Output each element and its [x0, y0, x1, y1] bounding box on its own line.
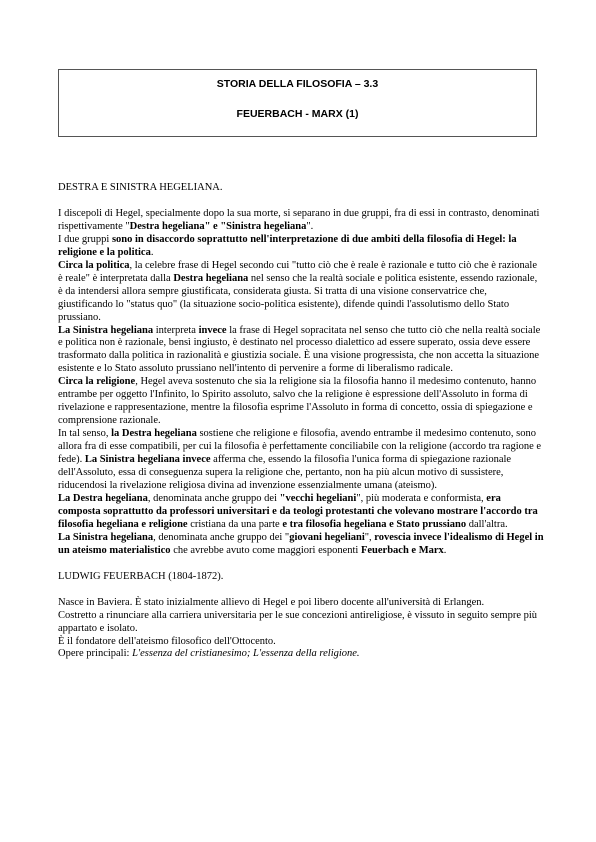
- paragraph: [58, 260, 544, 325]
- text-run: , denominata anche gruppo dei ": [153, 531, 290, 543]
- text-run: I due gruppi: [58, 233, 112, 245]
- document-title: STORIA DELLA FILOSOFIA – 3.3: [216, 78, 379, 90]
- document-body: [58, 182, 544, 661]
- bold-text: La Sinistra hegeliana: [58, 531, 154, 543]
- bold-text: La Sinistra hegeliana invece: [84, 454, 211, 466]
- text-run: , Hegel aveva sostenuto che sia la religione sia la filosofia hanno il medesimo contenuto, hanno entrambe per oggetto l'Infinito, lo Spirito assoluto, salvo che la religione è espressione dell'Assoluto in forma di rivelazione e rappresentazione, mentre la filosofia esprime l'Assoluto in forma di concetto, ossia di spiegazione e comprensione razionale.: [58, 376, 537, 427]
- italic-text: L'essenza del cristianesimo; L'essenza della religione.: [132, 648, 360, 660]
- bold-text: Feuerbach e Marx: [360, 544, 444, 556]
- bold-text: era composta soprattutto da professori universitari e da teologi protestanti che volevano mostrare l'accordo tra filosofia hegeliana e religione: [58, 492, 538, 530]
- document-subtitle: FEUERBACH - MARX (1): [236, 108, 359, 120]
- paragraph: [58, 376, 544, 428]
- text-run: dall'altra.: [466, 518, 508, 530]
- paragraph: [58, 428, 544, 493]
- text-run: cristiana da una parte: [187, 518, 283, 530]
- bold-text: e tra filosofia hegeliana e Stato prussiano: [282, 518, 467, 530]
- section-spacer: [58, 195, 544, 208]
- text-run: ",: [364, 531, 375, 543]
- text-run: Opere principali:: [58, 648, 133, 660]
- text-run: È il fondatore dell'ateismo filosofico dell'Ottocento.: [58, 635, 276, 647]
- paragraph: [58, 648, 544, 661]
- text-run: In tal senso,: [58, 428, 112, 440]
- text-run: Costretto a rinunciare alla carriera universitaria per le sue concezioni antireligiose, è vissuto in seguito sempre più appartato e isolato.: [58, 609, 538, 634]
- text-run: sostiene che religione e filosofia, avendo entrambe il medesimo contenuto, sono allora fra di esse compatibili, per cui la filosofia è perfettamente conciliabile con la religione (accordo tra ragione e fede).: [58, 428, 542, 466]
- bold-text: "vecchi hegeliani: [279, 492, 357, 504]
- text-run: che avrebbe avuto come maggiori esponenti: [170, 544, 361, 556]
- text-run: ".: [306, 220, 314, 232]
- bold-text: Destra hegeliana" e "Sinistra hegeliana: [129, 220, 307, 232]
- paragraph: [58, 636, 544, 649]
- paragraph: [58, 493, 544, 532]
- text-run: , denominata anche gruppo dei: [147, 492, 280, 504]
- section-spacer: [58, 558, 544, 571]
- bold-text: giovani hegeliani: [289, 531, 365, 543]
- bold-text: rovescia invece l'idealismo di Hegel in un ateismo materialistico: [58, 531, 544, 556]
- text-run: , la celebre frase di Hegel secondo cui "tutto ciò che è reale è razionale e tutto ciò che è razionale è reale" è interpretata dalla: [58, 259, 537, 284]
- paragraph: [58, 597, 544, 610]
- paragraph: [58, 532, 544, 558]
- bold-text: invece: [198, 324, 227, 336]
- section-heading: LUDWIG FEUERBACH (1804-1872).: [58, 570, 224, 582]
- text-run: .: [443, 544, 447, 556]
- text-run: ", più moderata e conformista,: [356, 492, 487, 504]
- text-run: interpreta: [153, 324, 199, 336]
- text-run: nel senso che la realtà sociale e politica esistente, essendo razionale, è da intendersi allora sempre giustificata, considerata giusta. Si tratta di una visione conservatrice che, giustificando lo "status quo" (la situazione socio-politica esistente), difende quindi l'assolutismo dello Stato prussiano.: [58, 272, 538, 323]
- paragraph: [58, 610, 544, 636]
- text-run: Nasce in Baviera. È stato inizialmente allievo di Hegel e poi libero docente all'università di Erlangen.: [58, 596, 485, 608]
- paragraph: [58, 208, 544, 234]
- text-run: .: [150, 246, 154, 258]
- section-heading: DESTRA E SINISTRA HEGELIANA.: [58, 182, 223, 193]
- text-run: afferma che, essendo la filosofia l'unica forma di spiegazione razionale dell'Assoluto, essa di conseguenza supera la religione che, pertanto, non ha più alcun motivo di sussistere, riducendosi la rivelazione religiosa divina ad invenzione essenzialmente umana (ateismo).: [58, 454, 512, 491]
- paragraph: [58, 325, 544, 377]
- bold-text: Circa la religione: [58, 376, 136, 388]
- document-title-box: [58, 69, 537, 137]
- bold-text: sono in disaccordo soprattutto nell'interpretazione di due ambiti della filosofia di Hegel: la religione e la politica: [58, 233, 517, 258]
- bold-text: la Destra hegeliana: [111, 428, 197, 440]
- bold-text: La Destra hegeliana: [58, 492, 148, 504]
- paragraph: [58, 234, 544, 260]
- section-spacer: [58, 584, 544, 597]
- bold-text: Destra hegeliana: [173, 272, 249, 284]
- bold-text: La Sinistra hegeliana: [58, 324, 154, 336]
- bold-text: Circa la politica: [58, 259, 130, 271]
- text-run: I discepoli di Hegel, specialmente dopo la sua morte, si separano in due gruppi, fra di essi in contrasto, denominati rispettivamente ": [58, 207, 540, 232]
- text-run: la frase di Hegel sopracitata nel senso che tutto ciò che nella realtà sociale e politica non è razionale, bensì ingiusto, è destinato nel processo dialettico ad essere superato, ossia deve essere trasformato dalla politica in razionalità e giustizia sociale. È una visione progressista, che non accetta la situazione esistente e lo Stato assoluto prussiano nell'intento di pervenire a forme di liberalismo radicale.: [58, 324, 541, 375]
